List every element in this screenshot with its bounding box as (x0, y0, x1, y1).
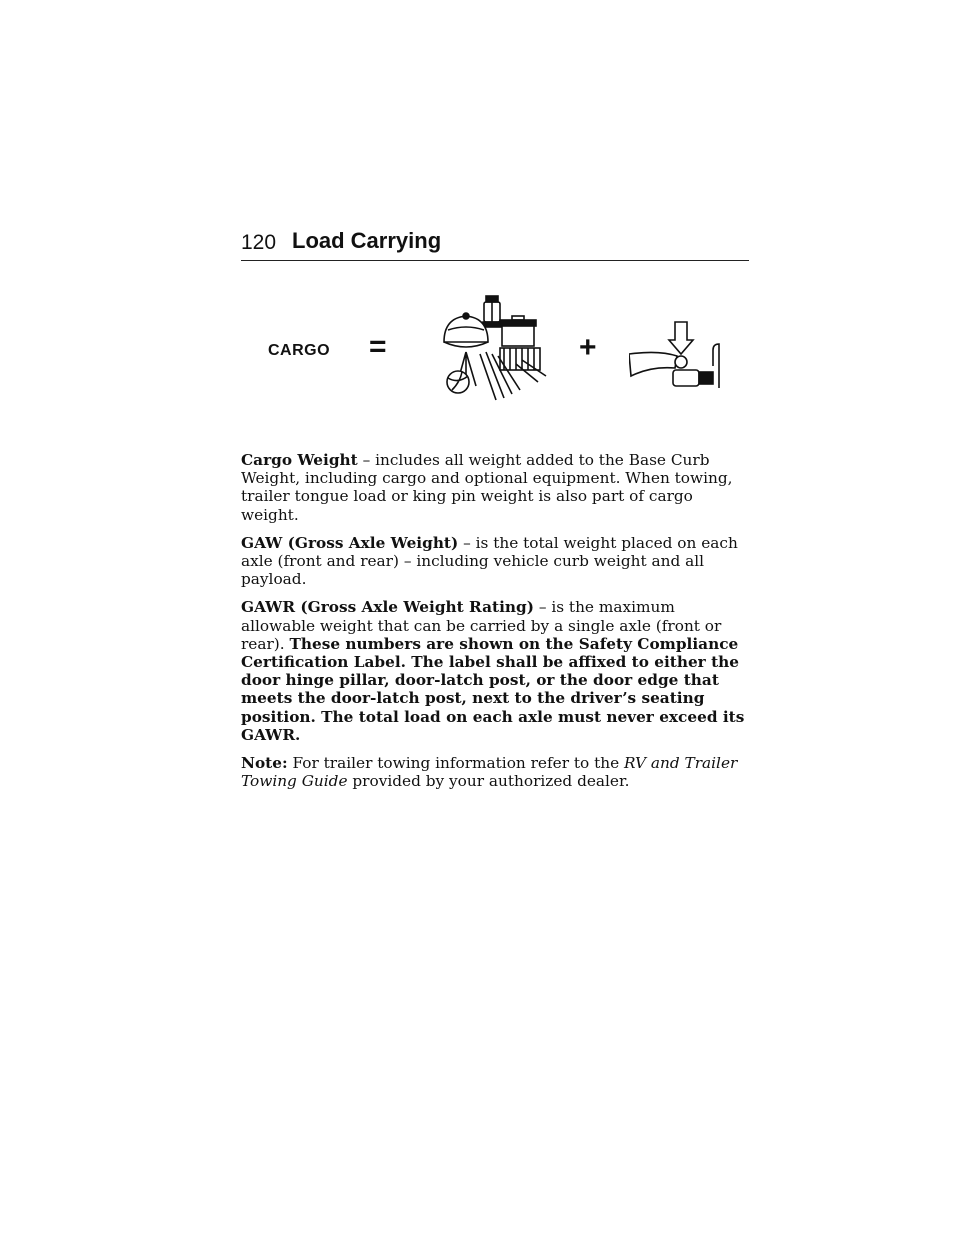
definition-cargo-weight: – includes all weight added to the Base Curb Weight, including cargo and optional equipment. When towing, trailer tongue load or king pin weight is also part of cargo weight. (241, 451, 733, 524)
note-label: Note: (241, 754, 288, 773)
header-rule (241, 260, 749, 261)
note-guide-title: RV and Trailer Towing Guide (241, 754, 738, 791)
term-gaw: GAW (Gross Axle Weight) (241, 533, 459, 552)
definition-gaw: – is the total weight placed on each axle (front and rear) – including vehicle curb weight and all payload. (241, 533, 738, 589)
cargo-figure (241, 290, 749, 410)
page-header (241, 228, 749, 262)
cargo-items-icon (434, 290, 554, 408)
cargo-label: CARGO (268, 342, 331, 359)
section-title: Load Carrying (292, 228, 442, 253)
note-text-end: provided by your authorized dealer. (347, 772, 630, 791)
gawr-label-warning: These numbers are shown on the Safety Compliance Certification Label. The label shall be affixed to either the door hinge pillar, door-latch post, or the door edge that meets the door-latch post, next to the driver’s seating position. The total load on each axle must never exceed its GAWR. (241, 634, 745, 744)
paragraph-note (241, 754, 751, 790)
body-text (241, 451, 751, 800)
paragraph-gawr (241, 598, 751, 744)
term-gawr: GAWR (Gross Axle Weight Rating) (241, 598, 534, 617)
equals-sign: = (369, 330, 387, 363)
paragraph-cargo-weight (241, 451, 751, 524)
note-text: For trailer towing information refer to the (287, 754, 625, 773)
definition-gawr: – is the maximum allowable weight that can be carried by a single axle (front or rear). (241, 598, 722, 653)
page-number: 120 (241, 231, 277, 254)
paragraph-gaw (241, 534, 751, 589)
plus-sign: + (579, 331, 597, 364)
trailer-hitch-icon (629, 320, 729, 390)
term-cargo-weight: Cargo Weight (241, 451, 358, 469)
